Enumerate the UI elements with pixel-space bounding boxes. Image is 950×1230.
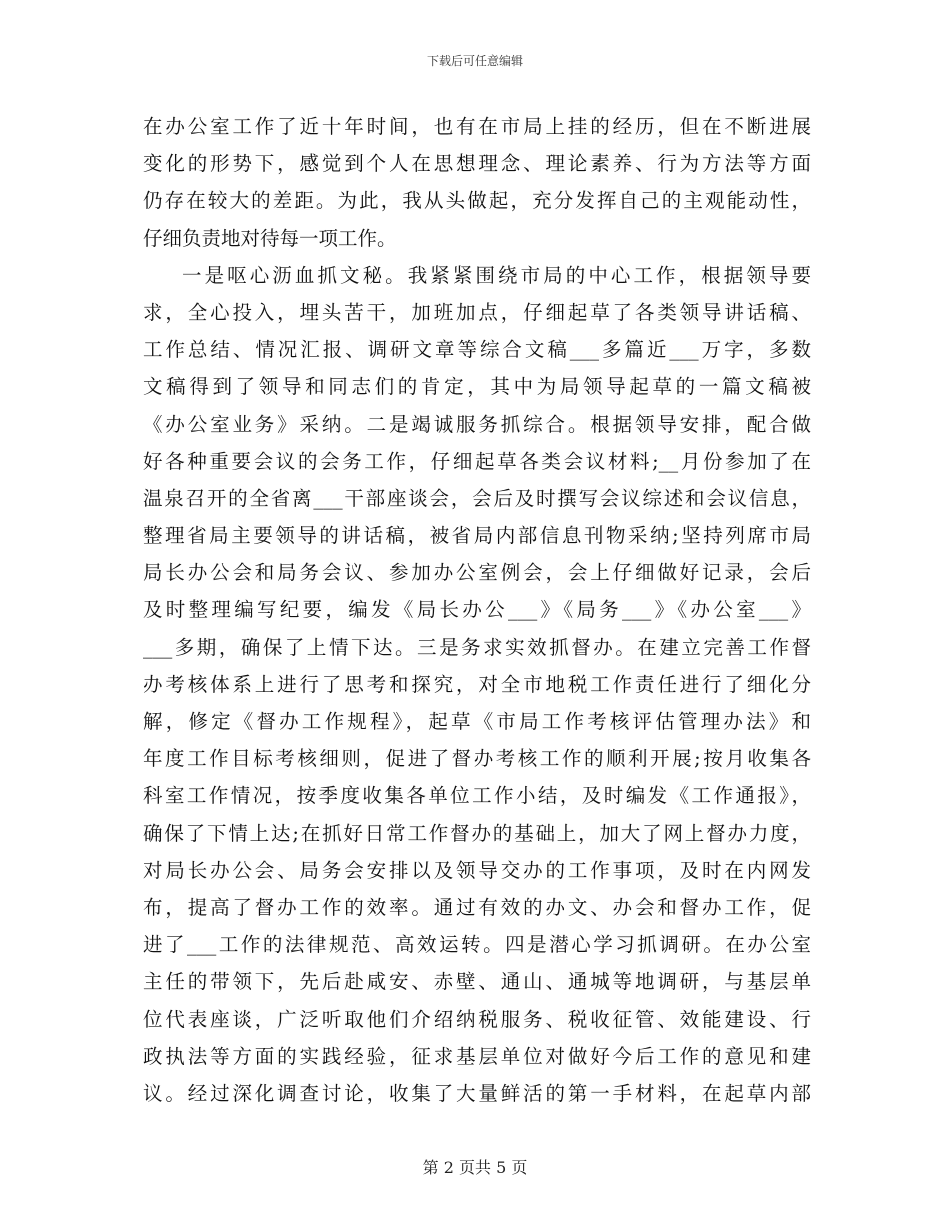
text-line: 工作总结、情况汇报、调研文章等综合文稿___多篇近___万字，多数: [143, 338, 811, 362]
text-line: 《办公室业务》采纳。二是竭诚服务抓综合。根据领导安排，配合做: [143, 412, 811, 436]
text-line: 一是呕心沥血抓文秘。我紧紧围绕市局的中心工作，根据领导要: [182, 263, 811, 287]
text-line: 进了___工作的法律规范、高效运转。四是潜心学习抓调研。在办公室: [143, 933, 811, 957]
text-line: 解，修定《督办工作规程》，起草《市局工作考核评估管理办法》和: [143, 710, 811, 733]
text-line: 位代表座谈，广泛听取他们介绍纳税服务、税收征管、效能建设、行: [143, 1007, 811, 1031]
text-line: 确保了下情上达;在抓好日常工作督办的基础上，加大了网上督办力度，: [143, 821, 811, 845]
document-body: [143, 108, 811, 1112]
text-line: 议。经过深化调查讨论，收集了大量鲜活的第一手材料，在起草内部: [143, 1081, 811, 1105]
text-line: 政执法等方面的实践经验，征求基层单位对做好今后工作的意见和建: [143, 1044, 811, 1068]
text-line: 科室工作情况，按季度收集各单位工作小结，及时编发《工作通报》，: [143, 784, 811, 808]
text-line: 整理省局主要领导的讲话稿，被省局内部信息刊物采纳;坚持列席市局: [143, 524, 811, 548]
text-line: 局长办公会和局务会议、参加办公室例会，会上仔细做好记录，会后: [143, 561, 811, 585]
text-line: 求，全心投入，埋头苦干，加班加点，仔细起草了各类领导讲话稿、: [143, 300, 811, 324]
text-line: 仍存在较大的差距。为此，我从头做起，充分发挥自己的主观能动性，: [143, 189, 811, 213]
text-line: 变化的形势下，感觉到个人在思想理念、理论素养、行为方法等方面: [143, 152, 811, 176]
text-line: 在办公室工作了近十年时间，也有在市局上挂的经历，但在不断进展: [143, 115, 811, 138]
text-line: 温泉召开的全省离___干部座谈会，会后及时撰写会议综述和会议信息，: [143, 486, 811, 510]
text-line: 对局长办公会、局务会安排以及领导交办的工作事项，及时在内网发: [143, 858, 811, 882]
text-line: 布，提高了督办工作的效率。通过有效的办文、办会和督办工作，促: [143, 895, 811, 919]
text-line: 办考核体系上进行了思考和探究，对全市地税工作责任进行了细化分: [143, 672, 811, 696]
text-line: 文稿得到了领导和同志们的肯定，其中为局领导起草的一篇文稿被: [143, 375, 811, 399]
text-line: 好各种重要会议的会务工作，仔细起草各类会议材料;__月份参加了在: [143, 449, 811, 473]
text-line: 主任的带领下，先后赴咸安、赤壁、通山、通城等地调研，与基层单: [143, 970, 811, 994]
page-number-footer: 第 2 页共 5 页: [422, 1158, 528, 1177]
text-line: 仔细负责地对待每一项工作。: [143, 226, 397, 250]
text-line: ___多期，确保了上情下达。三是务求实效抓督办。在建立完善工作督: [143, 635, 811, 659]
text-line: 及时整理编写纪要，编发《局长办公___》《局务___》《办公室___》: [143, 598, 811, 622]
page-header: 下载后可任意编辑: [426, 54, 523, 68]
text-line: 年度工作目标考核细则，促进了督办考核工作的顺利开展;按月收集各: [143, 747, 811, 771]
